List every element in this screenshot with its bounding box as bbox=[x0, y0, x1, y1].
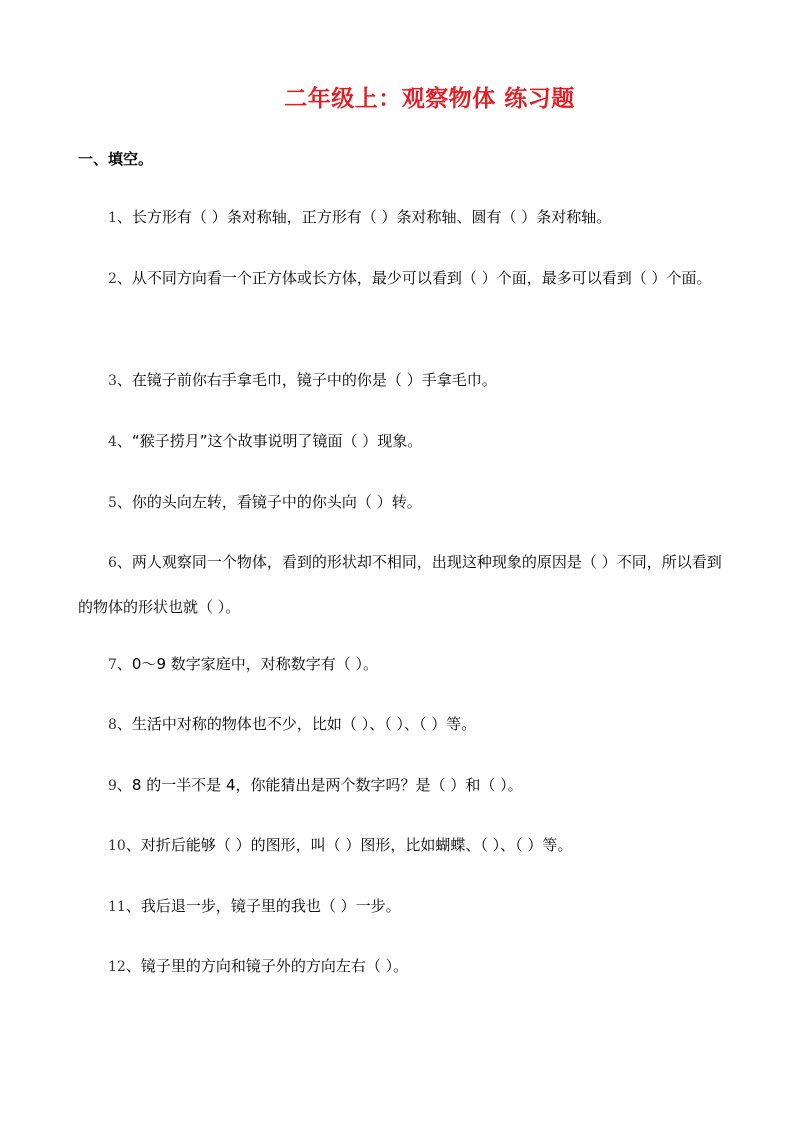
question-number: 10 bbox=[108, 838, 126, 854]
question-9 bbox=[78, 763, 722, 808]
question-number: 6 bbox=[108, 555, 117, 571]
question-8 bbox=[78, 702, 722, 747]
question-text: 、从不同方向看一个正方体或长方体，最少可以看到（ ）个面，最多可以看到（ ）个面。 bbox=[116, 269, 712, 287]
question-text: 、镜子里的方向和镜子外的方向左右（ ）。 bbox=[125, 957, 409, 975]
question-number: 9 bbox=[108, 778, 117, 794]
section-heading: 一、填空。 bbox=[78, 150, 154, 168]
question-number: 12 bbox=[108, 959, 126, 975]
question-text: 、你的头向左转，看镜子中的你头向（ ）转。 bbox=[116, 493, 422, 511]
question-number: 5 bbox=[108, 495, 117, 511]
question-number: 4 bbox=[108, 434, 117, 450]
question-text: 、8 的一半不是 4，你能猜出是两个数字吗？是（ ）和（ ）。 bbox=[116, 776, 523, 794]
question-12 bbox=[78, 944, 722, 989]
question-5 bbox=[78, 480, 722, 525]
page-title: 二年级上：观察物体 练习题 bbox=[284, 86, 575, 112]
question-text: 、生活中对称的物体也不少，比如（ ）、（ ）、（ ）等。 bbox=[116, 715, 477, 733]
question-2 bbox=[78, 256, 722, 301]
question-text: 、对折后能够（ ）的图形，叫（ ）图形，比如蝴蝶、（ ）、（ ）等。 bbox=[125, 836, 573, 854]
question-7 bbox=[78, 642, 722, 687]
question-11 bbox=[78, 884, 722, 929]
question-number: 1 bbox=[108, 210, 117, 226]
question-4 bbox=[78, 419, 722, 464]
question-number: 3 bbox=[108, 373, 117, 389]
question-1 bbox=[78, 195, 722, 240]
question-number: 8 bbox=[108, 717, 117, 733]
question-6 bbox=[78, 540, 722, 629]
question-text: 、0～9 数字家庭中，对称数字有（ ）。 bbox=[116, 655, 379, 673]
question-text: 、我后退一步，镜子里的我也（ ）一步。 bbox=[125, 897, 401, 915]
question-text: 、两人观察同一个物体，看到的形状却不相同，出现这种现象的原因是（ ）不同，所以看到的物体的形状也就（ ）。 bbox=[78, 553, 722, 616]
question-10 bbox=[78, 823, 722, 868]
question-number: 11 bbox=[108, 899, 126, 915]
question-number: 7 bbox=[108, 657, 117, 673]
question-number: 2 bbox=[108, 271, 117, 287]
question-3 bbox=[78, 358, 722, 403]
question-text: 、长方形有（ ）条对称轴，正方形有（ ）条对称轴、圆有（ ）条对称轴。 bbox=[116, 208, 612, 226]
question-text: 、在镜子前你右手拿毛巾，镜子中的你是（ ）手拿毛巾。 bbox=[116, 371, 497, 389]
question-text: 、“猴子捞月”这个故事说明了镜面（ ）现象。 bbox=[116, 432, 423, 450]
